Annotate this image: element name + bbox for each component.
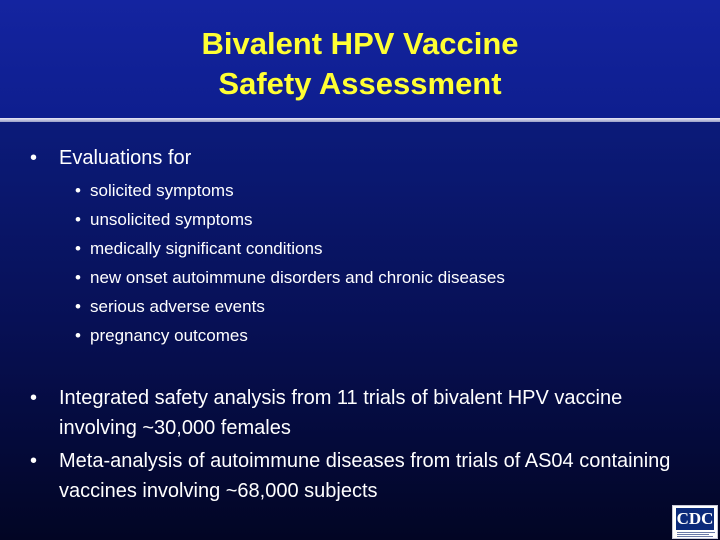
bullet-dot: • [75,181,81,200]
sub-bullet-text: serious adverse events [90,297,265,316]
logo-fine-print [677,534,709,535]
logo-fine-print [677,532,715,533]
bullet-dot: • [75,297,81,316]
main-bullet-text: Evaluations for [59,147,192,169]
cdc-logo [672,505,718,539]
main-bullet-text: Integrated safety analysis from 11 trials of bivalent HPV vaccine involving ~30,000 females [59,387,623,439]
sub-bullet-text: new onset autoimmune disorders and chronic diseases [90,268,505,287]
main-bullet-meta-analysis [30,446,679,506]
bullet-dot: • [75,239,81,258]
main-bullet-text: Meta-analysis of autoimmune diseases from trials of AS04 containing vaccines involving ~68,000 subjects [59,450,671,502]
sub-bullet-text: medically significant conditions [90,239,323,258]
bullet-dot: • [75,210,81,229]
title-line-2: Safety Assessment [218,66,502,101]
slide-title [0,24,720,104]
sub-bullet-text: pregnancy outcomes [90,326,248,345]
cdc-logo-text: CDC [676,509,714,528]
bullet-dot: • [30,450,38,472]
title-line-1: Bivalent HPV Vaccine [201,26,519,61]
main-bullet-integrated-analysis [30,383,679,443]
bullet-dot: • [75,326,81,345]
title-area [0,0,720,118]
bullet-dot: • [30,147,38,169]
bullet-dot: • [75,268,81,287]
logo-fine-print [677,536,713,537]
bullet-dot: • [30,387,38,409]
sub-bullet-text: unsolicited symptoms [90,210,253,229]
sub-bullet-text: solicited symptoms [90,181,234,200]
title-divider [0,118,720,122]
main-bullet-evaluations [30,143,679,173]
